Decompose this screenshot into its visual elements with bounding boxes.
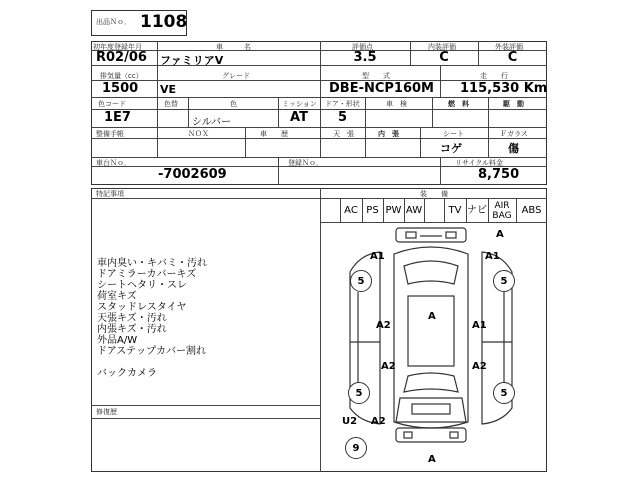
- damage-right-rear-door: A2: [472, 361, 487, 372]
- damage-right-front-door: A1: [472, 320, 487, 331]
- mileage-value: 115,530 Km: [460, 81, 548, 96]
- seat-value: コゲ: [440, 142, 462, 155]
- color-label: 色: [230, 100, 237, 108]
- doors-label: ドア・形状: [325, 100, 360, 108]
- seat-label: シート: [443, 130, 464, 138]
- remark-line: 荷室キズ: [97, 291, 137, 302]
- equipment-label: 装 備: [420, 190, 448, 198]
- grade-value: VE: [160, 83, 177, 96]
- equip-blank: [424, 200, 444, 222]
- glass-label: Ｆガラス: [500, 130, 528, 138]
- fuel-label: 燃 料: [448, 100, 469, 108]
- remark-line: 外品A/W: [97, 335, 138, 346]
- reg-no-label: 登録Ｎｏ．: [288, 159, 323, 167]
- equip-airbag: AIR BAG: [492, 201, 512, 221]
- interior-value: C: [439, 50, 449, 65]
- grade-label: グレード: [222, 72, 250, 80]
- exterior-label: 外装評価: [495, 43, 523, 51]
- equip-ac: AC: [344, 205, 358, 216]
- nox-label: ＮＯＸ: [188, 130, 209, 138]
- car-damage-diagram: [320, 222, 547, 472]
- first-reg-value: R02/06: [96, 50, 147, 65]
- color-code-value: 1E7: [104, 110, 131, 125]
- model-value: DBE-NCP160M: [329, 81, 434, 96]
- remark-line: 内張キズ・汚れ: [97, 324, 167, 335]
- remark-line: ドアミラーカバーキズ: [97, 269, 197, 280]
- remarks-label: 特記事項: [96, 190, 124, 198]
- inspection-label: 車 検: [386, 100, 407, 108]
- damage-rear-left: U2: [342, 416, 358, 427]
- equip-abs: ABS: [521, 205, 542, 216]
- recycle-label: リサイクル料金: [455, 159, 504, 167]
- manual-label: 整備手帳: [96, 130, 124, 138]
- spare-tire-score: 9: [345, 437, 367, 459]
- wheel-rl-score: 5: [348, 382, 370, 404]
- color-family-label: 色替: [164, 100, 178, 108]
- damage-front-top: A: [496, 229, 504, 240]
- damage-fr-fender: A1: [485, 251, 500, 262]
- car-name-label: 車 名: [216, 43, 251, 51]
- remark-line: スタッドレスタイヤ: [97, 302, 187, 313]
- lot-number: 1108: [140, 12, 188, 32]
- equip-ps: PS: [366, 205, 379, 216]
- damage-fl-fender: A1: [370, 251, 385, 262]
- chassis-no-value: -7002609: [158, 167, 227, 182]
- damage-left-rear-door: A2: [381, 361, 396, 372]
- ceiling-label: 天 張: [333, 130, 354, 138]
- damage-left-front-door: A2: [376, 320, 391, 331]
- remark-line: ドアステップカバー割れ: [97, 346, 206, 357]
- damage-rear-bottom: A: [428, 454, 436, 465]
- color-value: シルバー: [192, 117, 232, 128]
- recycle-value: 8,750: [478, 167, 520, 182]
- drive-label: 駆 動: [503, 100, 524, 108]
- remark-line: バックカメラ: [97, 368, 157, 379]
- lot-number-label: 出品Ｎｏ．: [96, 18, 131, 26]
- chassis-no-label: 車台Ｎｏ．: [96, 159, 131, 167]
- interior-trim-label: 内 張: [378, 130, 399, 138]
- repair-label: 修復歴: [96, 408, 117, 416]
- damage-rear-left-2: A2: [371, 416, 386, 427]
- mileage-label: 走 行: [480, 72, 508, 80]
- first-reg-label: 初年度登録年月: [93, 43, 142, 51]
- glass-value: 傷: [508, 142, 519, 155]
- remark-line: 天張キズ・汚れ: [97, 313, 167, 324]
- equip-pw: PW: [385, 205, 402, 216]
- displacement-value: 1500: [102, 81, 139, 96]
- damage-roof: A: [428, 311, 436, 322]
- model-label: 型 式: [362, 72, 390, 80]
- wheel-fl-score: 5: [350, 270, 372, 292]
- score-label: 評価点: [352, 43, 373, 51]
- displacement-label: 排気量（cc）: [100, 72, 143, 80]
- remark-line: シートヘタリ・スレ: [97, 280, 187, 291]
- equip-navi: ナビ: [467, 205, 487, 216]
- equip-tv: TV: [448, 205, 462, 216]
- wheel-rr-score: 5: [493, 382, 515, 404]
- score-value: 3.5: [353, 50, 377, 65]
- remark-line: 車内臭い・キバミ・汚れ: [97, 258, 207, 269]
- transmission-value: AT: [290, 110, 308, 125]
- wheel-fr-score: 5: [493, 270, 515, 292]
- exterior-value: C: [507, 50, 518, 65]
- car-name-value: ファミリアV: [160, 54, 224, 67]
- interior-label: 内装評価: [428, 43, 456, 51]
- equip-aw: AW: [405, 205, 423, 216]
- history-label: 車 歴: [260, 130, 288, 138]
- doors-value: 5: [337, 110, 348, 125]
- color-code-label: 色コード: [98, 100, 126, 108]
- transmission-label: ミッション: [282, 100, 317, 108]
